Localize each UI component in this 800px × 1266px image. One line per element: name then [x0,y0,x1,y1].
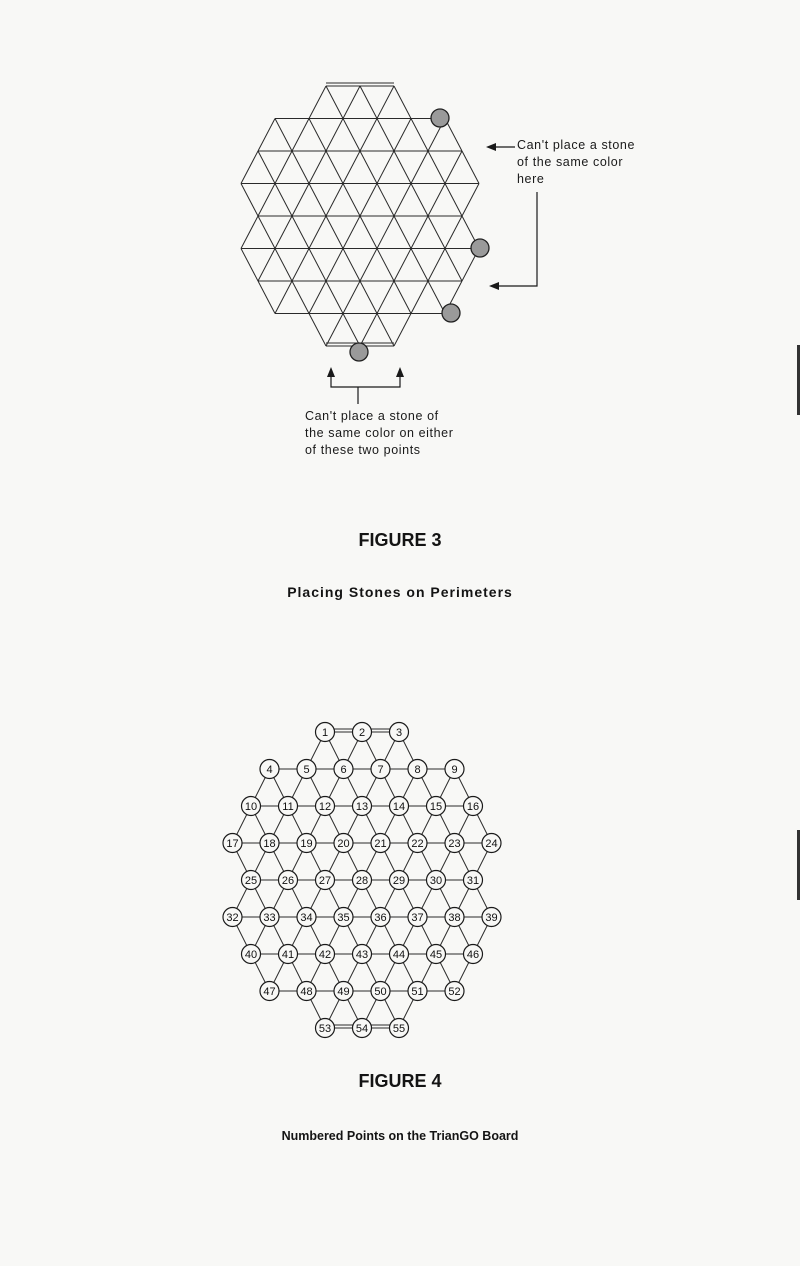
grid-line [462,151,479,184]
grid-line [309,314,326,347]
arrow-line [331,374,400,387]
grid-line [360,184,377,217]
grid-line [241,249,258,282]
figure-3-caption: Placing Stones on Perimeters [287,584,513,600]
grid-line [309,184,326,217]
grid-line [309,216,326,249]
arrow-head [486,143,496,151]
grid-line [275,184,292,217]
grid-line [241,184,258,217]
point-number-label: 49 [337,986,350,999]
point-number-label: 46 [466,949,480,962]
grid-line [445,151,462,184]
grid-line [360,86,377,119]
grid-line [377,86,394,119]
grid-line [292,249,309,282]
grid-line [326,249,343,282]
grid-line [275,119,292,152]
point-number-label: 4 [266,764,273,777]
point-number-label: 31 [466,875,480,888]
point-number-label: 15 [429,801,443,814]
point-number-label: 29 [392,875,406,888]
grid-line [445,216,462,249]
point-number-label: 6 [340,764,347,777]
grid-line [309,281,326,314]
point-number-label: 32 [226,912,239,925]
point-number-label: 17 [226,838,239,851]
grid-line [411,184,428,217]
grid-line [360,151,377,184]
grid-line [343,216,360,249]
point-number-label: 45 [429,949,443,962]
point-number-label: 25 [244,875,258,888]
point-number-label: 36 [374,912,387,925]
point-number-label: 22 [411,838,424,851]
grid-line [258,184,275,217]
grid-line [343,184,360,217]
figure-4-title: FIGURE 4 [358,1071,442,1091]
grid-line [377,151,394,184]
grid-line [360,314,377,347]
figure-3-board-diagram [0,70,800,410]
grid-line [326,119,343,152]
grid-line [377,184,394,217]
point-number-label: 27 [318,875,332,888]
point-number-label: 44 [392,949,406,962]
point-number-label: 52 [448,986,461,999]
grid-line [394,119,411,152]
grid-line [326,314,343,347]
point-number-label: 51 [411,986,424,999]
grid-line [411,281,428,314]
grid-line [360,249,377,282]
grid-line [377,216,394,249]
arrow-line [494,192,537,286]
grid-line [292,216,309,249]
point-number-label: 37 [411,912,424,925]
grid-line [241,216,258,249]
grid-line [258,151,275,184]
point-number-label: 50 [374,986,387,999]
point-number-label: 35 [337,912,350,925]
grid-line [377,314,394,347]
point-number-label: 43 [355,949,369,962]
point-number-label: 12 [318,801,332,814]
point-number-label: 48 [300,986,313,999]
point-number-label: 9 [451,764,458,777]
point-number-label: 34 [300,912,313,925]
point-number-label: 26 [281,875,295,888]
grid-line [445,249,462,282]
grid-line [394,86,411,119]
point-number-label: 30 [429,875,443,888]
point-number-label: 38 [448,912,461,925]
grid-line [241,151,258,184]
grid-line [343,151,360,184]
grid-line [326,151,343,184]
grid-line [394,281,411,314]
point-number-label: 24 [485,838,498,851]
grid-line [411,249,428,282]
grid-line [394,216,411,249]
point-number-label: 8 [414,764,421,777]
grid-line [394,314,411,347]
grid-line [428,216,445,249]
grid-line [394,184,411,217]
grid-line [394,249,411,282]
grid-line [343,119,360,152]
point-number-label: 19 [300,838,313,851]
arrow-head [489,282,499,290]
grid-line [309,249,326,282]
point-number-label: 5 [303,764,310,777]
grid-line [343,281,360,314]
grid-line [428,184,445,217]
stone-marker [442,304,460,322]
point-number-label: 2 [358,727,366,740]
point-number-label: 16 [466,801,480,814]
grid-line [411,151,428,184]
point-number-label: 13 [355,801,369,814]
point-number-label: 53 [318,1023,332,1036]
point-number-label: 40 [244,949,258,962]
grid-line [309,151,326,184]
grid-line [326,86,343,119]
grid-line [292,119,309,152]
grid-line [377,119,394,152]
point-number-label: 18 [263,838,276,851]
figure-3-title: FIGURE 3 [358,530,442,550]
point-number-label: 41 [281,949,295,962]
grid-line [428,249,445,282]
figure-4-caption: Numbered Points on the TrianGO Board [281,1129,519,1143]
grid-line [292,281,309,314]
annotation-right: Can't place a stone of the same color here [517,138,636,186]
grid-line [462,184,479,217]
point-number-label: 55 [392,1023,406,1036]
grid-line [309,86,326,119]
point-number-label: 14 [392,801,406,814]
grid-line [258,216,275,249]
grid-line [258,119,275,152]
stone-marker [350,343,368,361]
grid-line [292,151,309,184]
point-number-label: 11 [282,801,294,814]
grid-line [360,281,377,314]
grid-line [394,151,411,184]
grid-line [377,249,394,282]
grid-line [343,86,360,119]
annotation-arrows [331,147,537,404]
arrow-head [396,367,404,377]
grid-line [326,184,343,217]
figure-4-numbered-board [0,710,800,1050]
stone-marker [431,109,449,127]
grid-line [275,249,292,282]
point-number-label: 7 [377,764,384,777]
grid-line [258,249,275,282]
point-number-label: 42 [318,949,332,962]
annotation-bottom: Can't place a stone of the same color on either of these two points [305,409,454,457]
grid-line [275,151,292,184]
stone-marker [471,239,489,257]
grid-line [360,216,377,249]
point-number-label: 33 [263,912,276,925]
grid-line [343,314,360,347]
grid-line [411,119,428,152]
point-number-label: 10 [244,801,258,814]
grid-line [309,119,326,152]
grid-line [360,119,377,152]
point-number-label: 54 [355,1023,369,1036]
grid-line [326,216,343,249]
point-number-label: 1 [321,727,329,740]
point-number-label: 28 [355,875,369,888]
grid-line [411,216,428,249]
point-number-label: 21 [374,838,387,851]
arrow-head [327,367,335,377]
grid-line [326,281,343,314]
grid-line [428,151,445,184]
point-number-label: 20 [337,838,350,851]
point-number-label: 3 [395,727,403,740]
grid-line [275,216,292,249]
grid-line [343,249,360,282]
grid-line [292,184,309,217]
point-number-label: 39 [485,912,498,925]
point-number-label: 47 [263,986,276,999]
grid-line [258,281,275,314]
grid-line [377,281,394,314]
grid-line [445,184,462,217]
grid-line [275,281,292,314]
point-number-label: 23 [448,838,461,851]
